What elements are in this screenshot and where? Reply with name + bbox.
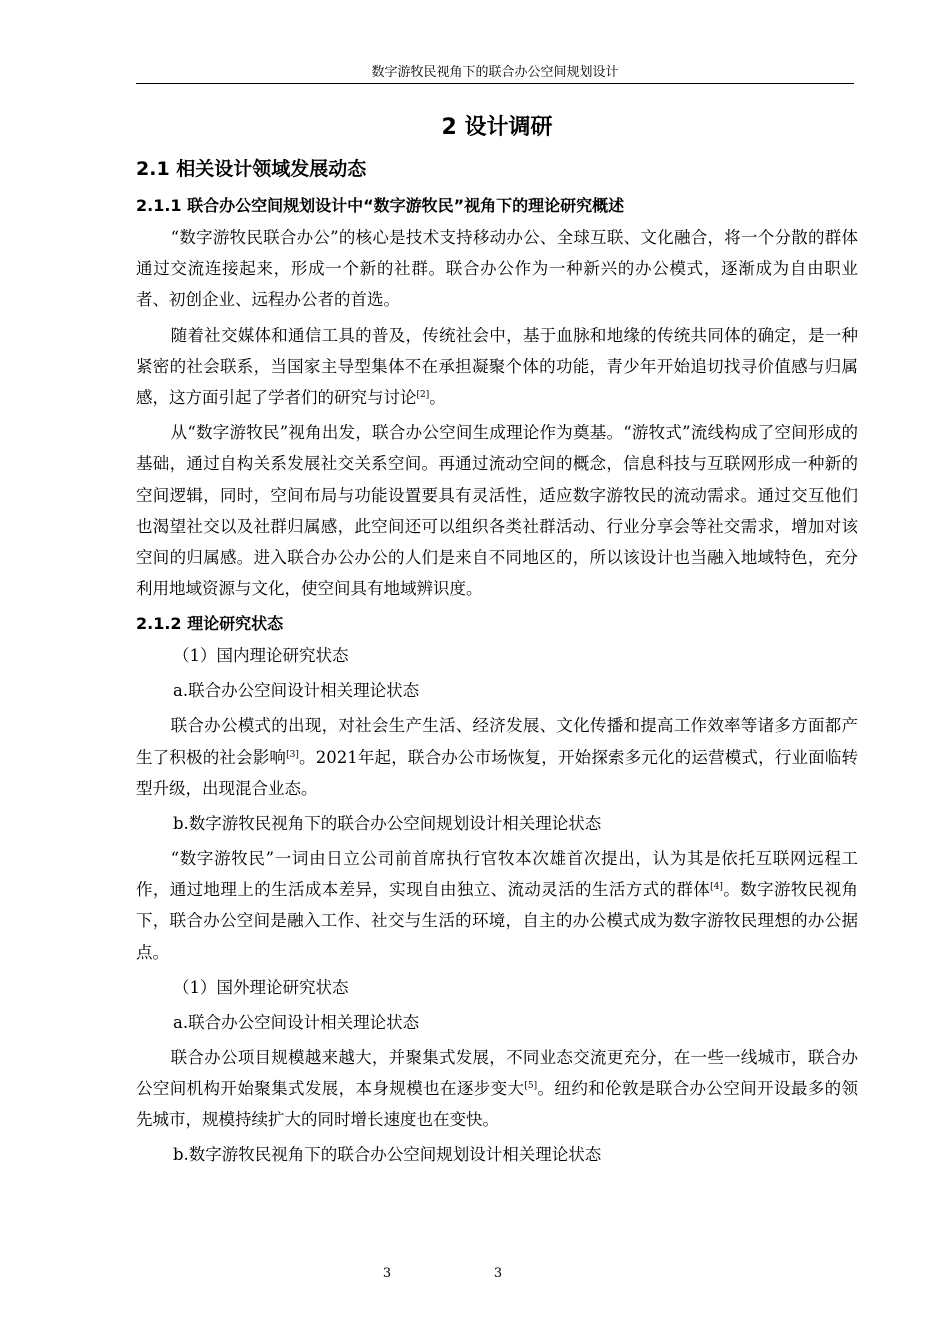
paragraph-text: “数字游牧民”一词由日立公司前首席执行官牧本次雄首次提出，认为其是依托互联网远程工作，通过地理上的生活成本差异，实现自由独立、流动灵活的生活方式的群体	[136, 849, 858, 900]
chapter-title: 2 设计调研	[441, 115, 553, 140]
subheading-foreign-b: b.数字游牧民视角下的联合办公空间规划设计相关理论状态	[173, 1145, 602, 1165]
section-2-1-1-title: 2.1.1 联合办公空间规划设计中“数字游牧民”视角下的理论研究概述	[136, 196, 625, 215]
paragraph	[136, 710, 858, 804]
paragraph-text: 联合办公模式的出现，对社会生产生活、经济发展、文化传播和提高工作效率等诸多方面都产生了积极的社会影响	[136, 716, 858, 767]
paragraph	[136, 843, 858, 968]
paragraph	[136, 1042, 858, 1136]
paragraph-text: 。	[429, 388, 446, 408]
paragraph-text: 。2021年起，联合办公市场恢复，开始探索多元化的运营模式，行业面临转型升级，出现混合业态。	[136, 747, 858, 798]
page-body	[136, 108, 858, 1174]
subheading-foreign: （1）国外理论研究状态	[173, 977, 349, 997]
paragraph-text: 随着社交媒体和通信工具的普及，传统社会中，基于血脉和地缘的传统共同体的确定，是一种紧密的社会联系，当国家主导型集体不在承担凝聚个体的功能，青少年开始追切找寻价值感与归属感，这方面引起了学者们的研究与讨论	[136, 325, 858, 408]
citation-ref: [5]	[524, 1081, 538, 1092]
citation-ref: [4]	[710, 882, 723, 893]
section-2-1-2-title: 2.1.2 理论研究状态	[136, 614, 284, 634]
paragraph: 从“数字游牧民”视角出发，联合办公空间生成理论作为奠基。“游牧式”流线构成了空间形成的基础，通过自构关系发展社交关系空间。再通过流动空间的概念，信息科技与互联网形成一种新的空间逻辑，同时，空间布局与功能设置要具有灵活性，适应数字游牧民的流动需求。通过交互他们也渴望社交以及社群归属感，此空间还可以组织各类社群活动、行业分享会等社交需求，增加对该空间的归属感。进入联合办公办公的人们是来自不同地区的，所以该设计也当融入地域特色，充分利用地域资源与文化，使空间具有地域辨识度。	[136, 423, 858, 599]
subheading-b: b.数字游牧民视角下的联合办公空间规划设计相关理论状态	[173, 814, 602, 834]
paragraph: “数字游牧民联合办公”的核心是技术支持移动办公、全球互联、文化融合，将一个分散的群体通过交流连接起来，形成一个新的社群。联合办公作为一种新兴的办公模式，逐渐成为自由职业者、初创企业、远程办公者的首选。	[136, 228, 858, 310]
page-number-left: 3	[382, 1266, 392, 1281]
subheading-domestic: （1）国内理论研究状态	[173, 646, 349, 666]
paragraph-text: 。数字游牧民视角下，联合办公空间是融入工作、社交与生活的环境，自主的办公模式成为数字游牧民理想的办公据点。	[136, 880, 859, 962]
paragraph-text: 联合办公项目规模越来越大，并聚集式发展，不同业态交流更充分，在一些一线城市，联合办公空间机构开始聚集式发展，本身规模也在逐步变大	[136, 1047, 858, 1099]
running-header: 数字游牧民视角下的联合办公空间规划设计	[136, 64, 854, 84]
paragraph	[136, 320, 858, 414]
paragraph-text: 。纽约和伦敦是联合办公空间开设最多的领先城市，规模持续扩大的同时增长速度也在变快。	[136, 1079, 859, 1130]
subheading-foreign-a: a.联合办公空间设计相关理论状态	[173, 1012, 420, 1032]
section-2-1-title: 2.1 相关设计领域发展动态	[136, 158, 367, 180]
citation-ref: [2]	[416, 390, 430, 401]
page-number-right: 3	[493, 1266, 503, 1281]
subheading-a: a.联合办公空间设计相关理论状态	[173, 681, 420, 701]
citation-ref: [3]	[286, 749, 299, 760]
